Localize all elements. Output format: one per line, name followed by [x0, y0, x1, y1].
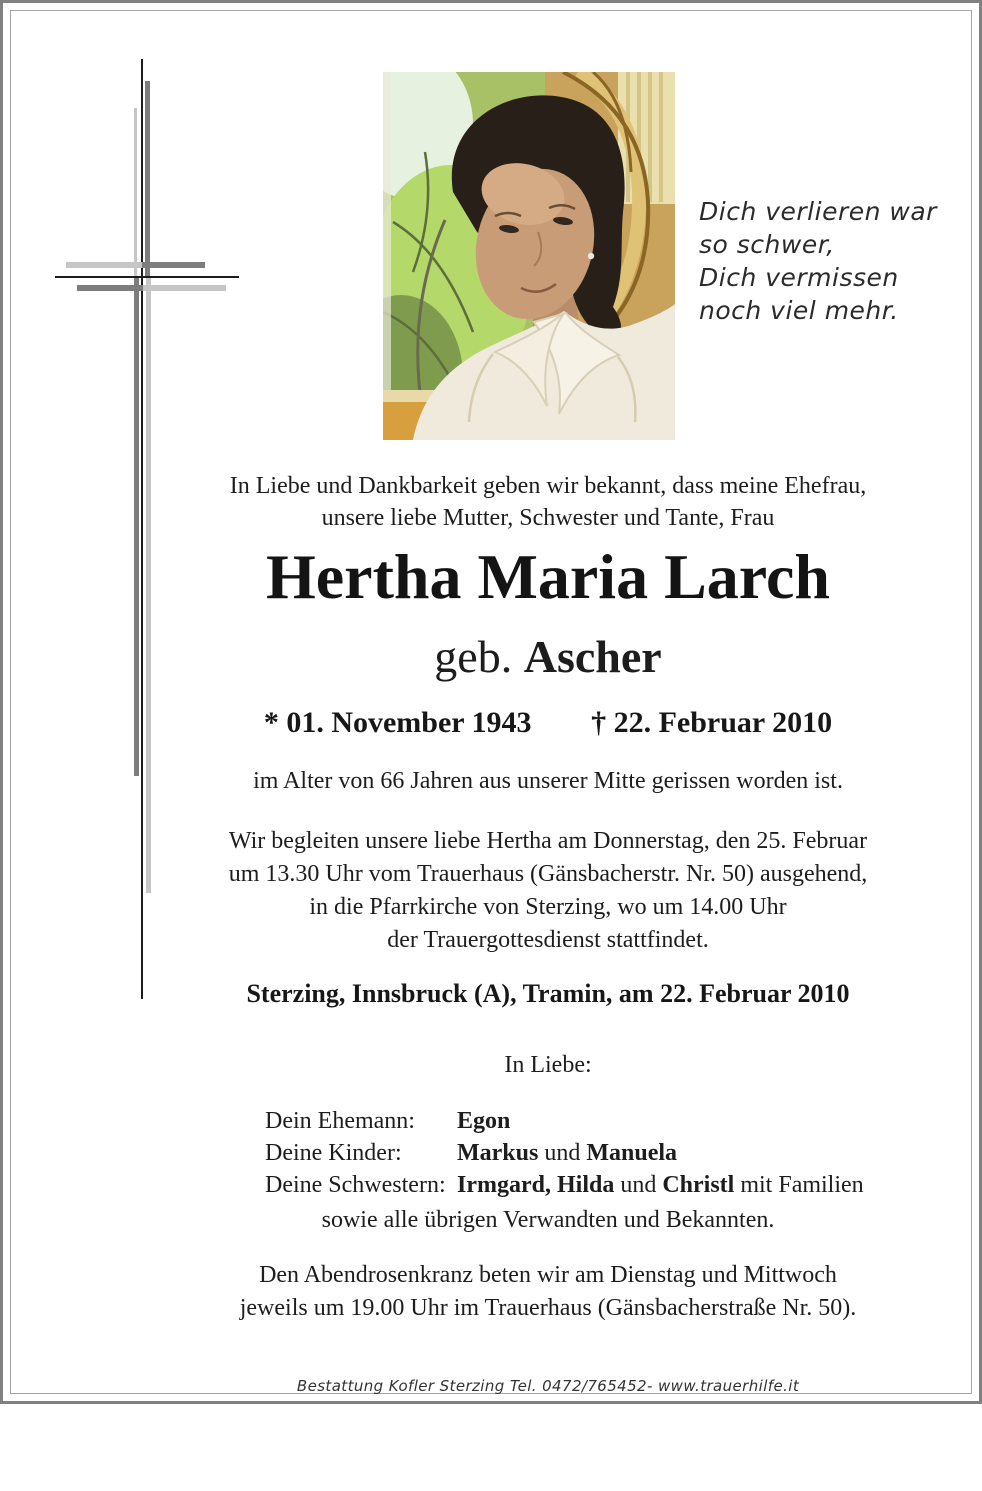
family-value: mit Familien: [734, 1172, 864, 1198]
family-value: Egon: [457, 1108, 511, 1134]
cross-line: [66, 262, 142, 268]
family-value: und: [538, 1140, 587, 1166]
funeral-line: Wir begleiten unsere liebe Hertha am Donnerstag, den 25. Februar: [228, 828, 868, 854]
funeral-line: der Trauergottesdienst stattfindet.: [387, 927, 709, 953]
birth-name-prefix: geb.: [434, 631, 513, 682]
funeral-line: um 13.30 Uhr vom Trauerhaus (Gänsbacherstr. Nr. 50) ausgehend,: [228, 861, 868, 887]
funeral-info: [123, 825, 973, 957]
cross-line: [145, 81, 150, 278]
family-row: [265, 1137, 925, 1169]
funeral-line: in die Pfarrkirche von Sterzing, wo um 14.00 Uhr: [309, 894, 787, 920]
family-row: [265, 1105, 925, 1137]
relatives-note: sowie alle übrigen Verwandten und Bekannten.: [321, 1207, 775, 1233]
verse-line: Dich verlieren war: [699, 197, 937, 226]
family-value: und: [614, 1172, 663, 1198]
family-label: Deine Kinder:: [265, 1140, 402, 1166]
intro-line: unsere liebe Mutter, Schwester und Tante, Frau: [321, 505, 775, 531]
in-love-label: In Liebe:: [504, 1052, 592, 1078]
rosary-line: jeweils um 19.00 Uhr im Trauerhaus (Gänsbacherstraße Nr. 50).: [239, 1295, 857, 1321]
portrait-photo: [383, 72, 675, 440]
funeral-home-footer: Bestattung Kofler Sterzing Tel. 0472/765452- www.trauerhilfe.it: [296, 1377, 800, 1395]
intro-line: In Liebe und Dankbarkeit geben wir bekannt, dass meine Ehefrau,: [229, 473, 867, 499]
cross-line: [77, 285, 143, 291]
condolence-verse: [699, 195, 969, 327]
announcement-intro: [123, 470, 973, 534]
birth-name: [123, 631, 973, 683]
place-date-line: Sterzing, Innsbruck (A), Tramin, am 22. Februar 2010: [246, 979, 850, 1008]
cross-line: [55, 276, 239, 278]
death-date: † 22. Februar 2010: [591, 706, 833, 739]
birth-name-value: Ascher: [523, 631, 662, 682]
family-label: Dein Ehemann:: [265, 1108, 415, 1134]
family-row: [265, 1169, 925, 1201]
family-value: Christl: [662, 1172, 735, 1198]
verse-line: noch viel mehr.: [699, 296, 899, 325]
verse-line: Dich vermissen: [699, 263, 899, 292]
family-value: Markus: [457, 1140, 539, 1166]
life-dates: [123, 705, 973, 741]
cross-line: [143, 285, 226, 291]
family-value: Irmgard, Hilda: [457, 1172, 615, 1198]
family-list: [265, 1105, 925, 1201]
cross-line: [142, 262, 205, 268]
age-line: im Alter von 66 Jahren aus unserer Mitte gerissen worden ist.: [253, 768, 843, 794]
family-label: Deine Schwestern:: [265, 1172, 446, 1198]
deceased-name: Hertha Maria Larch: [265, 541, 831, 612]
rosary-info: [123, 1259, 973, 1325]
birth-date: * 01. November 1943: [263, 706, 532, 739]
rosary-line: Den Abendrosenkranz beten wir am Dienstag und Mittwoch: [259, 1262, 837, 1288]
cross-line: [134, 108, 137, 278]
family-value: Manuela: [586, 1140, 678, 1166]
verse-line: so schwer,: [699, 230, 835, 259]
